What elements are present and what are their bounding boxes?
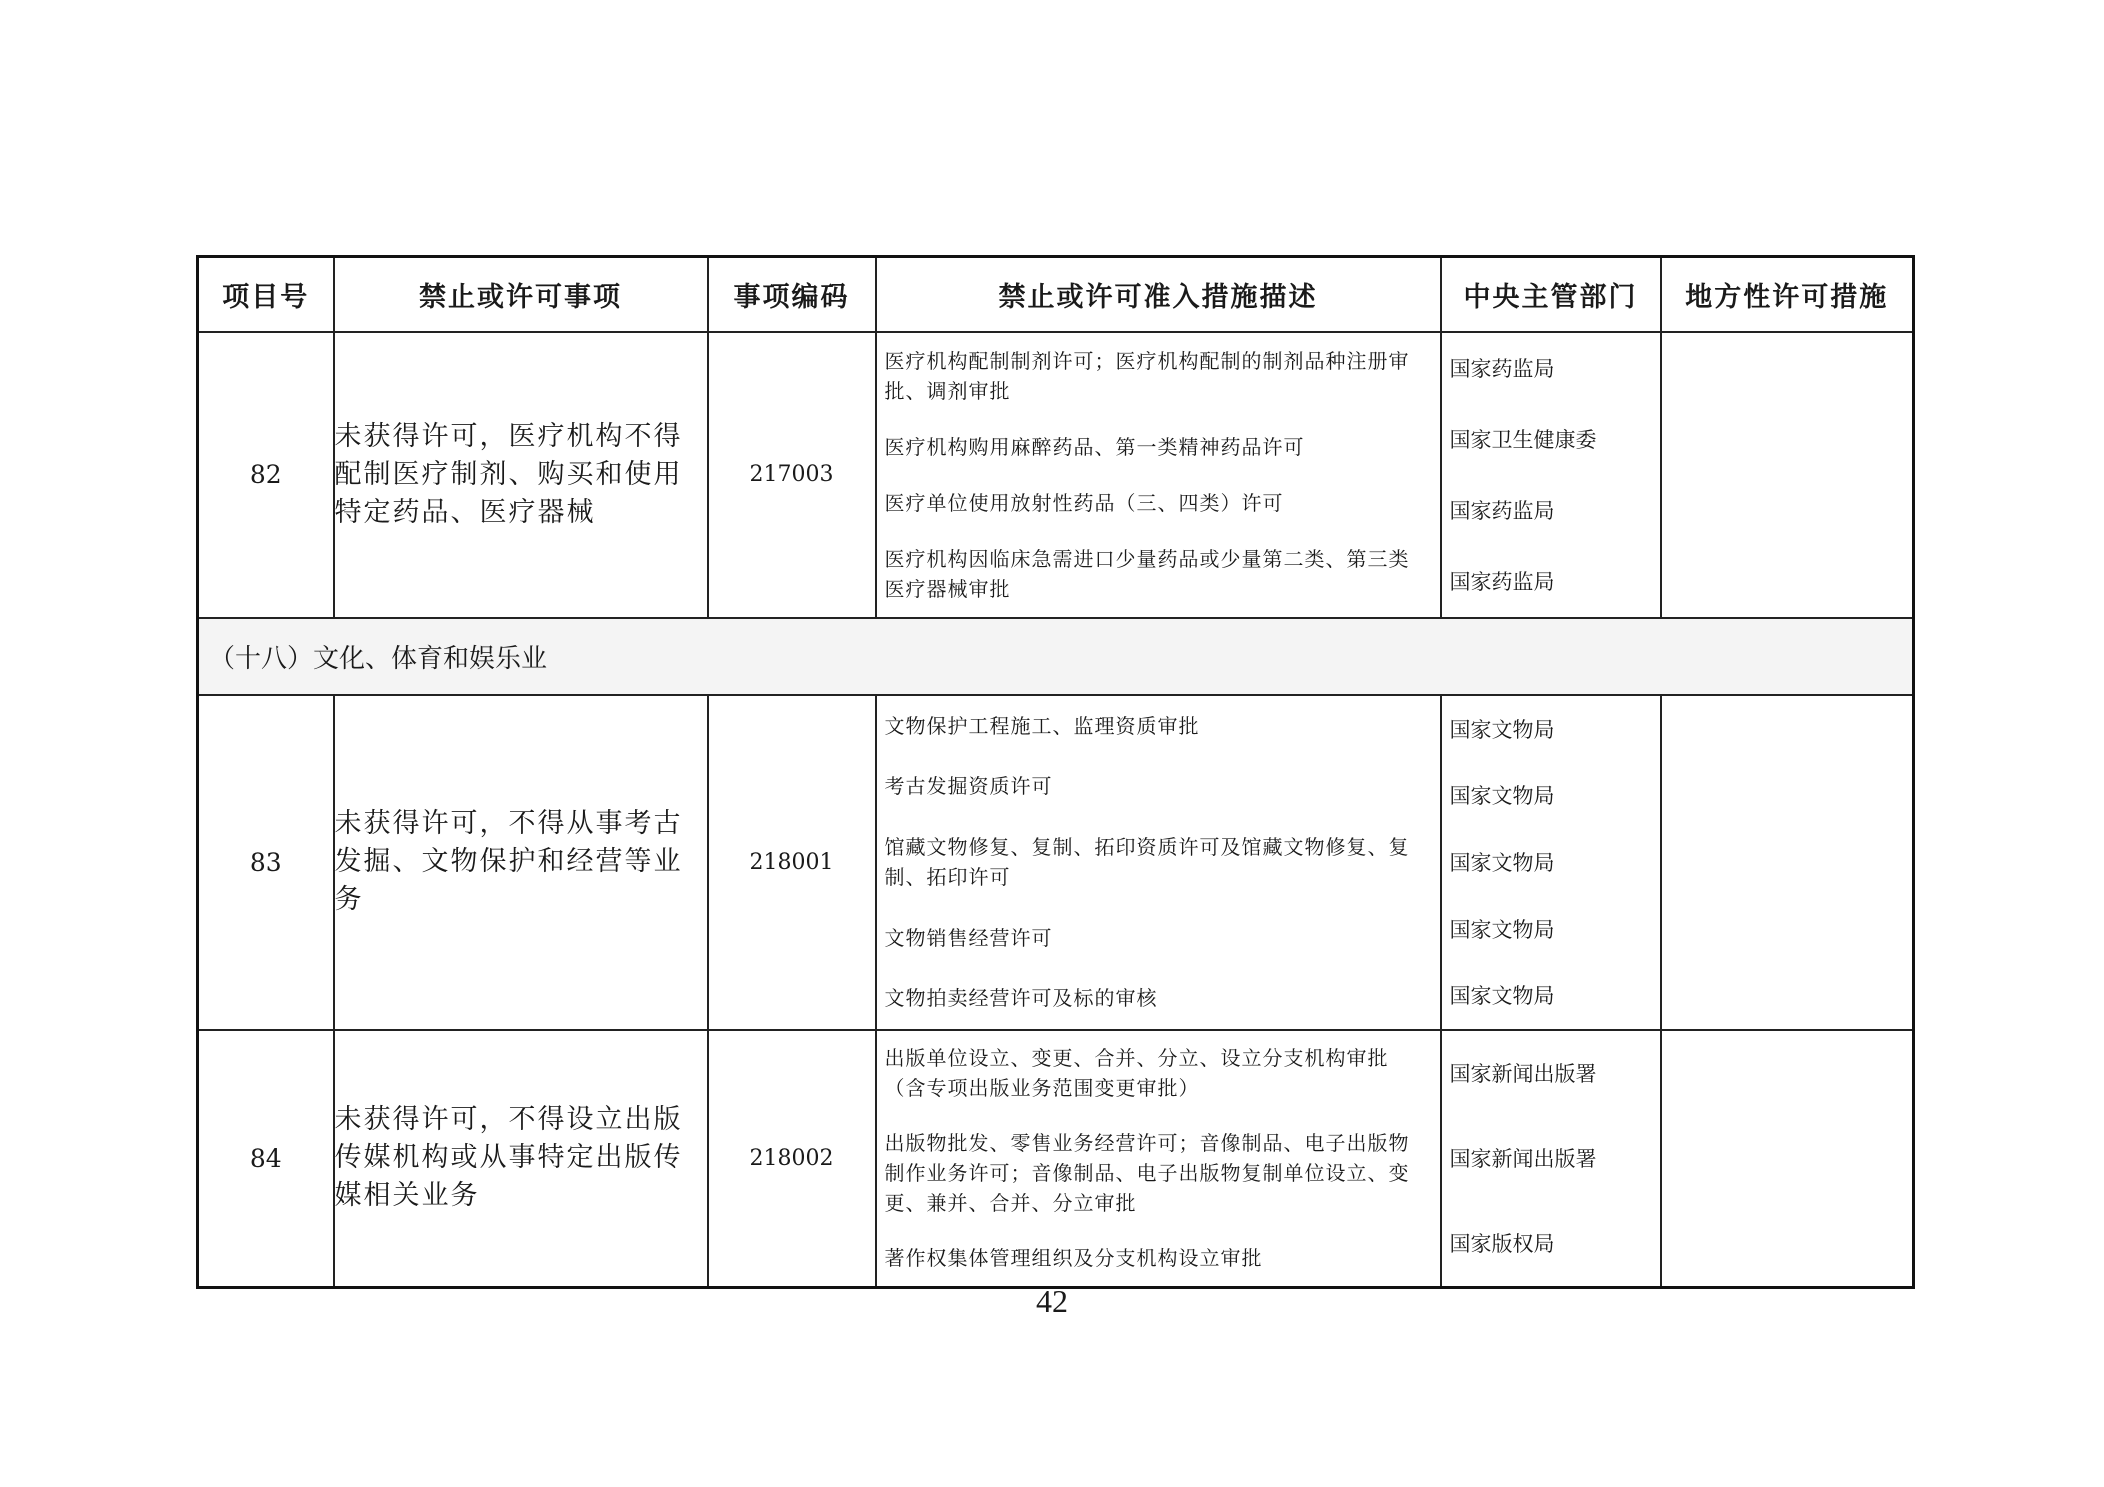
table-row <box>198 332 1914 618</box>
department: 国家药监局 <box>1449 499 1555 523</box>
measure-description: 医疗机构配制制剂许可；医疗机构配制的制剂品种注册审批、调剂审批 <box>884 348 1410 403</box>
section-title: （十八）文化、体育和娱乐业 <box>198 618 1914 695</box>
item-code: 217003 <box>708 332 876 618</box>
header-code: 事项编码 <box>708 257 876 332</box>
department: 国家新闻出版署 <box>1449 1062 1597 1086</box>
item-text: 未获得许可，不得设立出版传媒机构或从事特定出版传媒相关业务 <box>334 1030 708 1288</box>
section-row <box>198 618 1914 695</box>
department: 国家文物局 <box>1449 784 1555 809</box>
department: 国家文物局 <box>1449 984 1555 1009</box>
header-department: 中央主管部门 <box>1441 257 1661 332</box>
page-number: 42 <box>1036 1283 1068 1319</box>
department: 国家文物局 <box>1449 917 1555 942</box>
department: 国家药监局 <box>1449 570 1555 594</box>
item-number: 83 <box>198 695 334 1030</box>
measure-description: 文物保护工程施工、监理资质审批 <box>884 713 1200 738</box>
header-local-measures: 地方性许可措施 <box>1661 257 1914 332</box>
header-item-number: 项目号 <box>198 257 334 332</box>
item-number: 82 <box>198 332 334 618</box>
measure-description: 文物销售经营许可 <box>884 925 1053 950</box>
local-measures-cell <box>1661 332 1914 618</box>
measure-description: 文物拍卖经营许可及标的审核 <box>884 986 1158 1011</box>
measure-description: 著作权集体管理组织及分支机构设立审批 <box>884 1246 1263 1270</box>
permit-table <box>196 255 1915 1289</box>
measure-description: 医疗机构因临床急需进口少量药品或少量第二类、第三类医疗器械审批 <box>884 546 1410 601</box>
header-description: 禁止或许可准入措施描述 <box>876 257 1441 332</box>
department: 国家文物局 <box>1449 717 1555 742</box>
measure-description: 出版物批发、零售业务经营许可；音像制品、电子出版物制作业务许可；音像制品、电子出版物复制单位设立、变更、兼并、合并、分立审批 <box>884 1131 1410 1215</box>
item-code: 218001 <box>708 695 876 1030</box>
department: 国家卫生健康委 <box>1449 428 1597 452</box>
department: 国家新闻出版署 <box>1449 1147 1597 1171</box>
department: 国家版权局 <box>1449 1232 1555 1256</box>
item-text: 未获得许可，不得从事考古发掘、文物保护和经营等业务 <box>334 695 708 1030</box>
measure-description: 考古发掘资质许可 <box>884 774 1053 799</box>
table-row <box>198 1030 1914 1288</box>
header-row <box>198 257 1914 332</box>
item-number: 84 <box>198 1030 334 1288</box>
measure-description: 出版单位设立、变更、合并、分立、设立分支机构审批（含专项出版业务范围变更审批） <box>884 1046 1389 1100</box>
measure-description: 医疗单位使用放射性药品（三、四类）许可 <box>884 490 1284 515</box>
header-item: 禁止或许可事项 <box>334 257 708 332</box>
department: 国家药监局 <box>1449 357 1555 381</box>
measure-description: 馆藏文物修复、复制、拓印资质许可及馆藏文物修复、复制、拓印许可 <box>884 834 1410 889</box>
local-measures-cell <box>1661 695 1914 1030</box>
item-code: 218002 <box>708 1030 876 1288</box>
local-measures-cell <box>1661 1030 1914 1288</box>
measure-description: 医疗机构购用麻醉药品、第一类精神药品许可 <box>884 434 1305 459</box>
item-text: 未获得许可，医疗机构不得配制医疗制剂、购买和使用特定药品、医疗器械 <box>334 332 708 618</box>
table-row <box>198 695 1914 1030</box>
department: 国家文物局 <box>1449 850 1555 875</box>
